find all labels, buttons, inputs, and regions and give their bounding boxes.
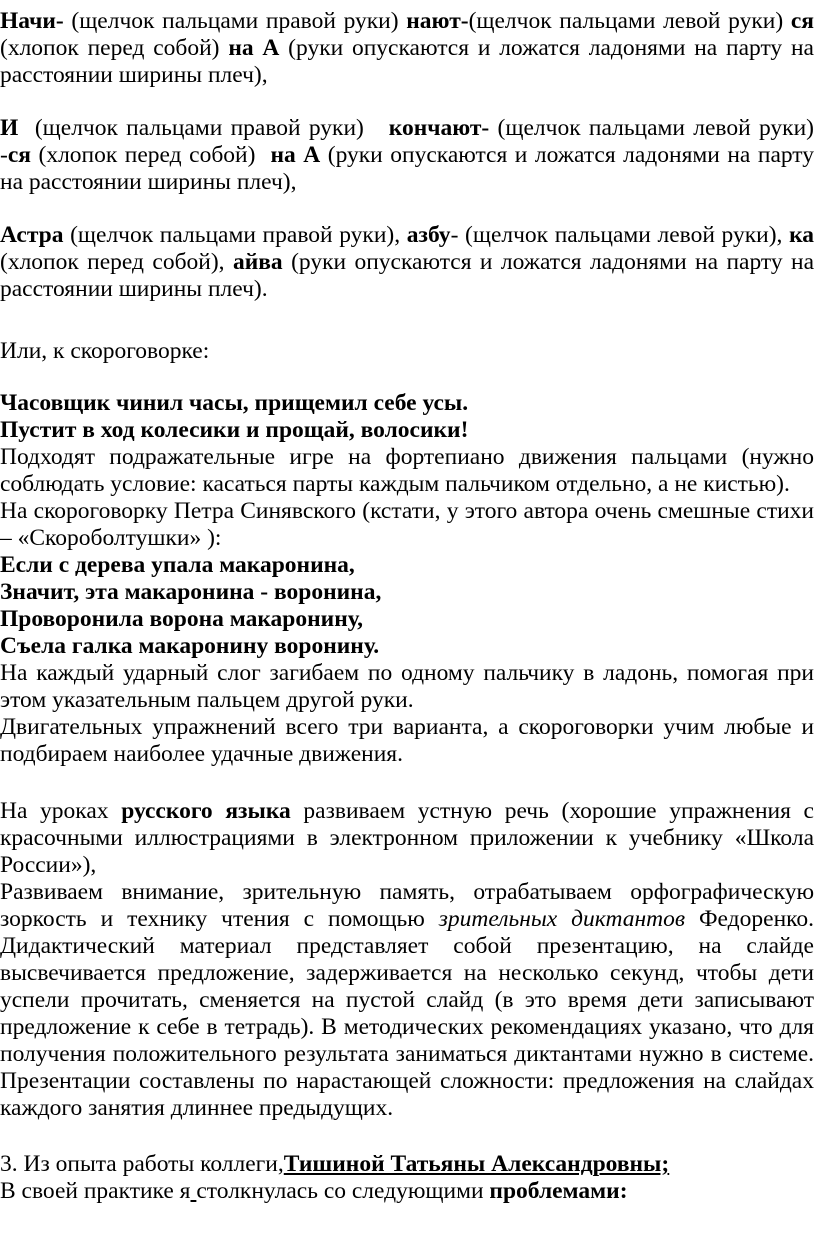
text-span: столкнулась со следующими xyxy=(196,1178,490,1204)
text-span: Федоренко. Дидактический материал представляет собой презентацию, на слайде высвечивается предложение, задерживается на несколько секунд, чтобы дети успели прочитать, сменяется на пустой слайд (в это время дети записывают предложение к себе в тетрадь). В методических рекомендациях указано, что для получения положительного результата заниматься диктантами нужно в системе. Презентации составлены по нарастающей сложности: предложения на слайдах каждого занятия длиннее предыдущих. xyxy=(0,906,814,1121)
paragraph-sinyavsky: На скороговорку Петра Синявского (кстати, у этого автора очень смешные стихи – «Скороболтушки» ): xyxy=(0,498,814,551)
text-span: (хлопок перед собой) xyxy=(30,142,271,168)
paragraph-astra-azbuka xyxy=(0,222,814,303)
verse-line: Часовщик чинил часы, прищемил себе усы. xyxy=(0,390,469,416)
text-span: (хлопок перед собой) xyxy=(0,35,229,61)
colleague-name: Тишиной Татьяны Александровны; xyxy=(283,1151,670,1177)
bold-syllable: нают- xyxy=(406,8,469,34)
text-span: В своей практике я xyxy=(0,1178,191,1204)
verse-line: Если с дерева упала макаронина, xyxy=(0,552,355,578)
bold-syllable: на А xyxy=(228,35,280,61)
text-span: (щелчок пальцами левой руки) xyxy=(468,8,791,34)
text-span: (щелчок пальцами правой руки) xyxy=(18,115,389,141)
text-span: развиваем устную речь (хорошие упражнения с красочными иллюстрациями в электронном приложении к учебнику «Школа России»), xyxy=(0,798,814,878)
bold-syllable: азбу xyxy=(406,222,451,248)
verse-line: Значит, эта макаронина - воронина, xyxy=(0,579,382,605)
verse-line: Проворонила ворона макаронину, xyxy=(0,606,364,632)
paragraph-piano-movements: Подходят подражательные игре на фортепиано движения пальцами (нужно соблюдать условие: касаться парты каждым пальчиком отдельно, а не кистью). xyxy=(0,444,814,497)
bold-syllable: кончают- xyxy=(388,115,490,141)
bold-syllable: ся xyxy=(790,8,814,34)
bold-syllable: ка xyxy=(789,222,814,248)
bold-syllable: И xyxy=(0,115,19,141)
bold-syllable: Начи- xyxy=(0,8,64,34)
paragraph-colleague-experience xyxy=(0,1151,814,1178)
text-span: На уроках xyxy=(0,798,122,824)
text-span: (руки опускаются и ложатся ладонями на парту на расстоянии ширины плеч). xyxy=(0,249,814,302)
text-span: (щелчок пальцами левой руки) - xyxy=(0,115,814,168)
bold-syllable: на А xyxy=(270,142,321,168)
paragraph-nachinayutsya xyxy=(0,8,814,89)
bold-syllable: Астра xyxy=(0,222,64,248)
italic-term: зрительных диктантов xyxy=(438,906,686,932)
text-span: - (щелчок пальцами левой руки), xyxy=(450,222,790,248)
bold-problems: проблемами: xyxy=(489,1178,628,1204)
text-span: 3. Из опыта работы коллеги, xyxy=(0,1151,284,1177)
paragraph-konchayutsya xyxy=(0,115,814,196)
text-span: (щелчок пальцами правой руки), xyxy=(63,222,407,248)
paragraph-visual-dictations xyxy=(0,879,814,1122)
text-span: (руки опускаются и ложатся ладонями на парту на расстоянии ширины плеч), xyxy=(0,35,814,88)
paragraph-russian-language xyxy=(0,798,814,879)
bold-syllable: айва xyxy=(232,249,283,275)
verse-line: Съела галка макаронину воронину. xyxy=(0,633,380,659)
verse-line: Пустит в ход колесики и прощай, волосики! xyxy=(0,417,469,443)
text-span: Развиваем внимание, зрительную память, отрабатываем орфографическую зоркость и технику чтения с помощью xyxy=(0,879,814,932)
bold-syllable: ся xyxy=(7,142,31,168)
text-span: (хлопок перед собой), xyxy=(0,249,233,275)
bold-subject: русского языка xyxy=(121,798,291,824)
text-span: (щелчок пальцами правой руки) xyxy=(63,8,407,34)
paragraph-problems xyxy=(0,1178,814,1205)
paragraph-tongue-twister-intro: Или, к скороговорке: xyxy=(0,338,210,364)
paragraph-three-variants: Двигательных упражнений всего три варианта, а скороговорки учим любые и подбираем наиболее удачные движения. xyxy=(0,714,814,767)
verse-makaronina xyxy=(0,552,814,660)
paragraph-stressed-syllable: На каждый ударный слог загибаем по одному пальчику в ладонь, помогая при этом указательным пальцем другой руки. xyxy=(0,660,814,713)
verse-watchmaker xyxy=(0,390,814,444)
text-span: (руки опускаются и ложатся ладонями на парту на расстоянии ширины плеч), xyxy=(0,142,815,195)
